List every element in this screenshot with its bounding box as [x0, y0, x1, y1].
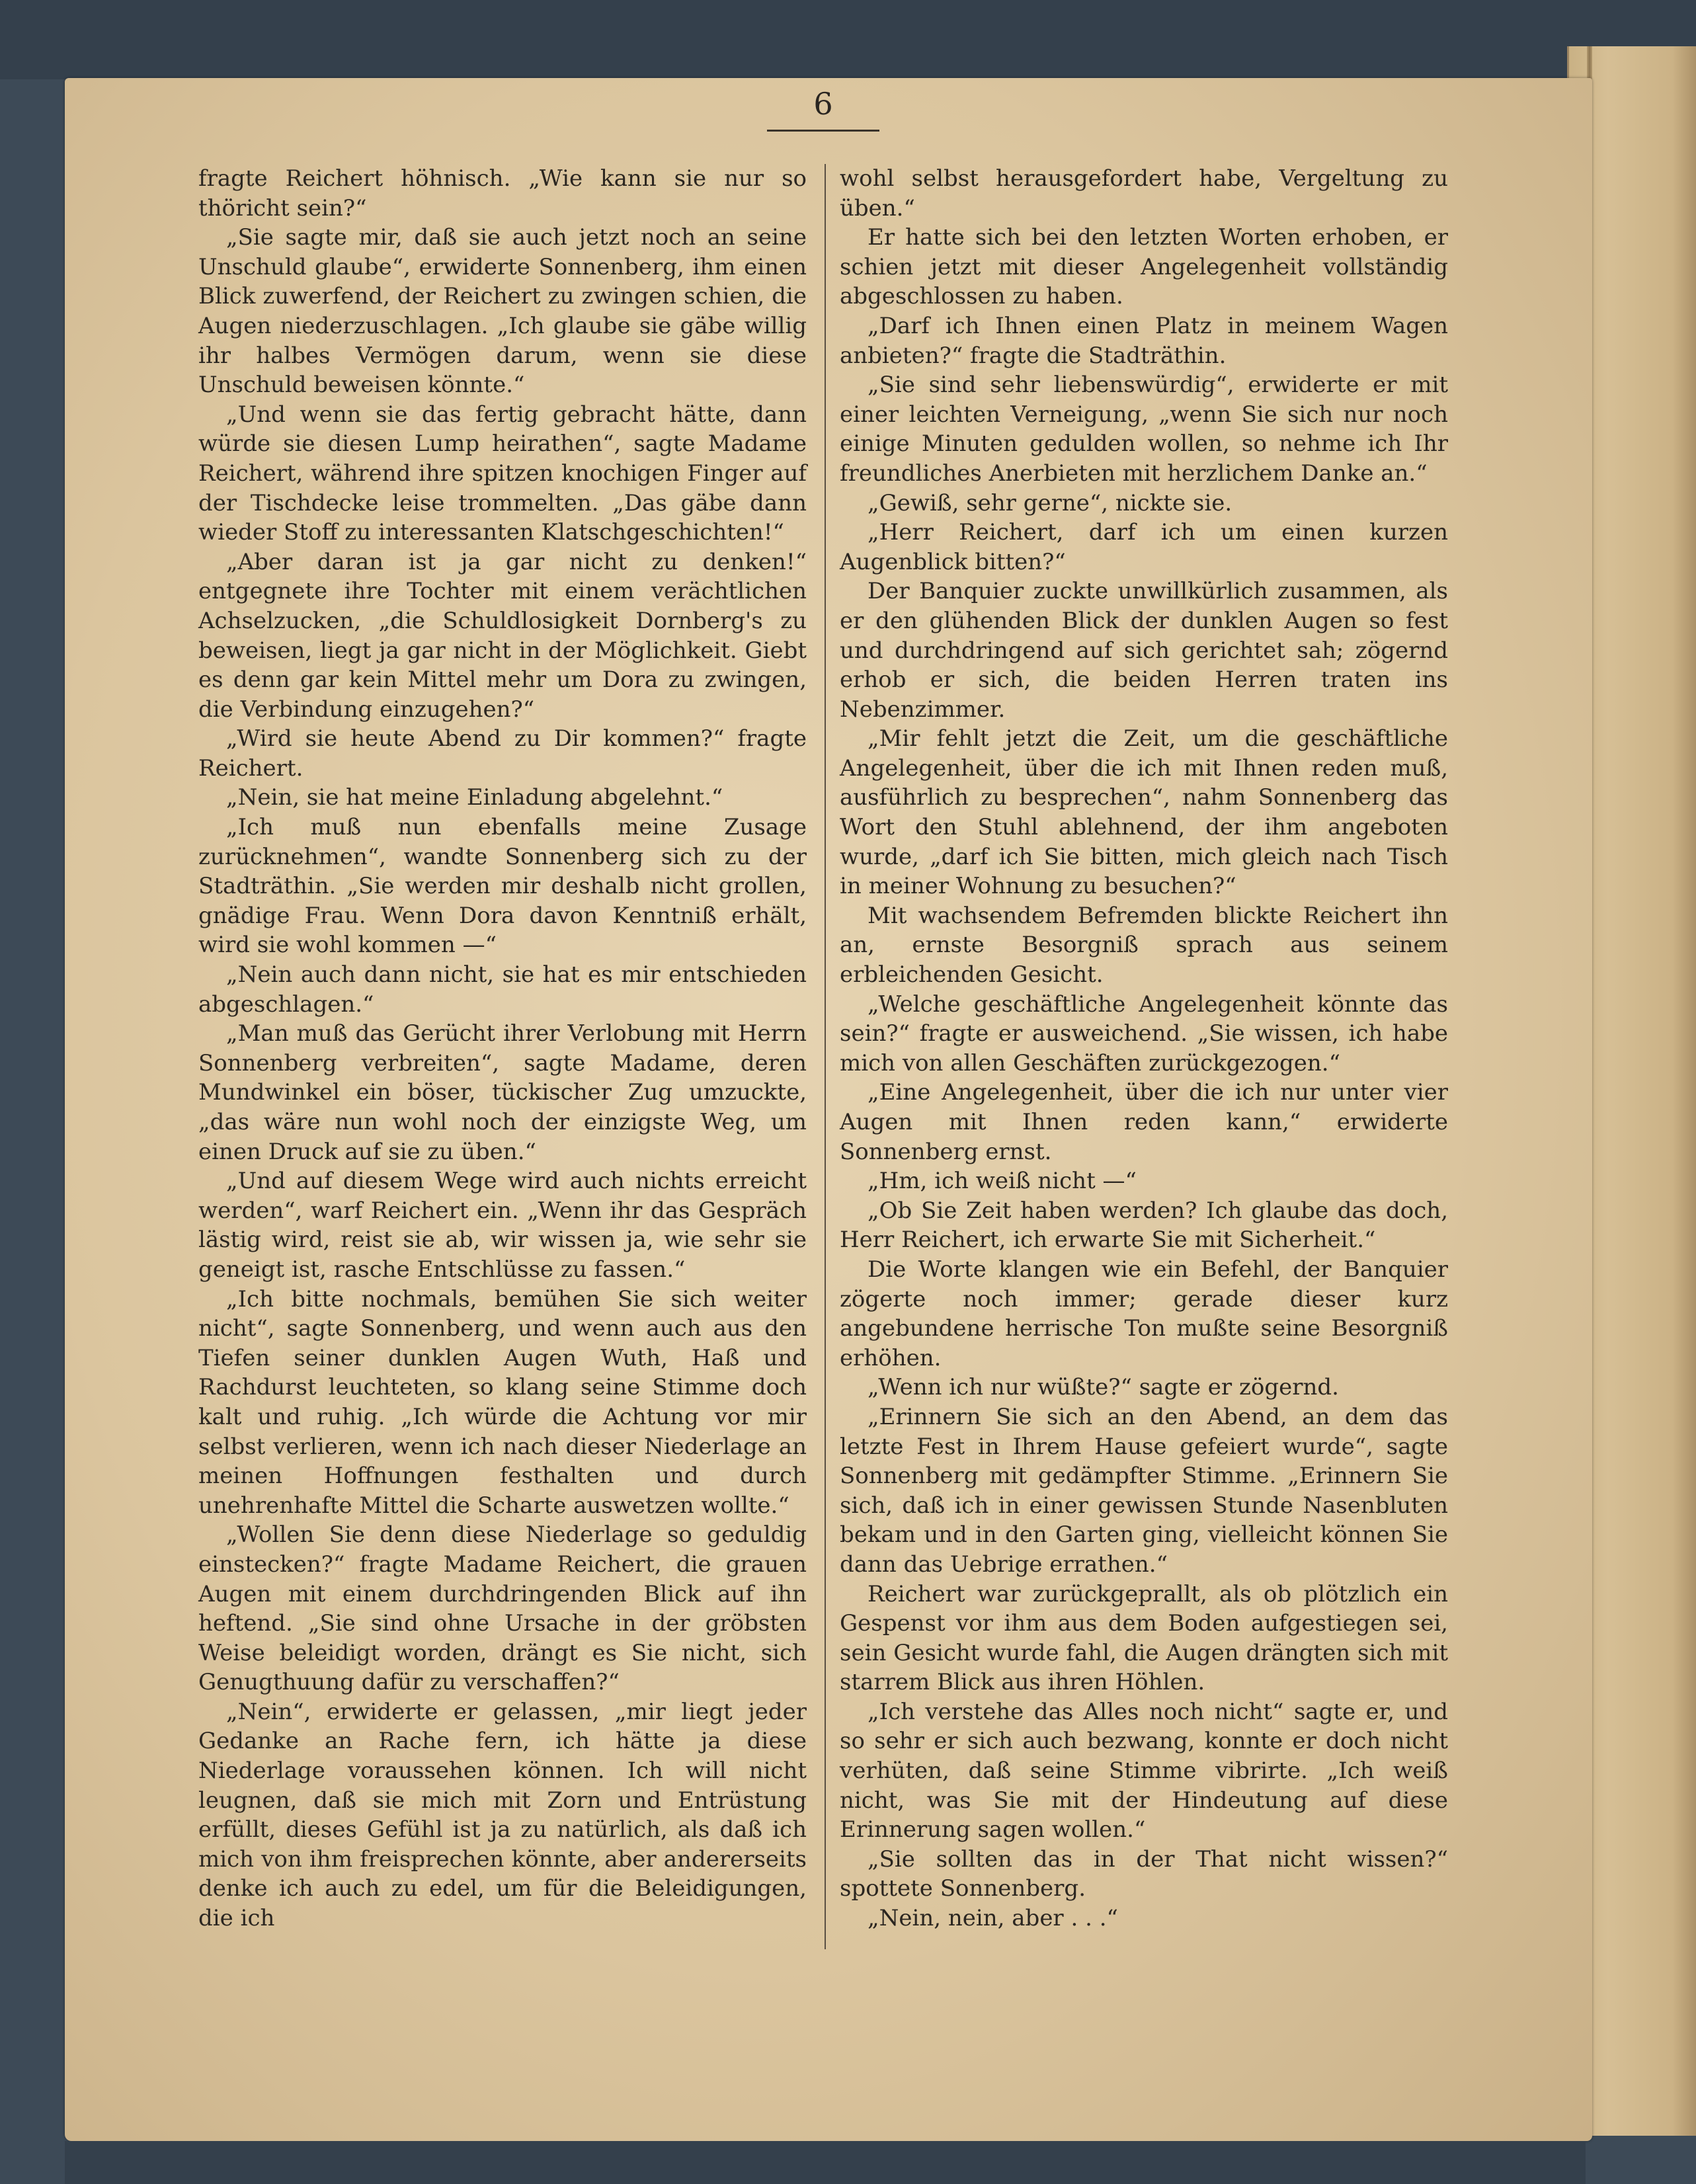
- column-divider: [825, 164, 826, 1949]
- scanner-background-bottom: [65, 2141, 1586, 2184]
- page-number-rule: [767, 130, 879, 132]
- paragraph: „Wird sie heute Abend zu Dir kommen?“ fragte Reichert.: [198, 725, 807, 782]
- paragraph: „Eine Angelegenheit, über die ich nur unter vier Augen mit Ihnen reden kann,“ erwiderte Sonnenberg ernst.: [840, 1079, 1448, 1165]
- paragraph: Mit wachsendem Befremden blickte Reichert ihn an, ernste Besorgniß sprach aus seinem erbleichenden Gesicht.: [840, 902, 1448, 989]
- paragraph: Er hatte sich bei den letzten Worten erhoben, er schien jetzt mit dieser Angelegenheit vollständig abgeschlossen zu haben.: [840, 224, 1448, 310]
- paragraph: „Herr Reichert, darf ich um einen kurzen Augenblick bitten?“: [840, 519, 1448, 575]
- paragraph: „Hm, ich weiß nicht —“: [868, 1168, 1137, 1195]
- paragraph: „Wenn ich nur wüßte?“ sagte er zögernd.: [868, 1374, 1339, 1401]
- paragraph: „Ich muß nun ebenfalls meine Zusage zurücknehmen“, wandte Sonnenberg sich zu der Stadträthin. „Sie werden mir deshalb nicht grollen, gnädige Frau. Wenn Dora davon Kenntniß erhält, wird sie wohl kommen —“: [198, 814, 807, 959]
- paragraph: „Sie sollten das in der That nicht wissen?“ spottete Sonnenberg.: [840, 1845, 1448, 1902]
- paragraph: „Mir fehlt jetzt die Zeit, um die geschäftliche Angelegenheit, über die ich mit Ihnen reden muß, ausführlich zu besprechen“, nahm Sonnenberg das Wort den Stuhl ablehnend, der ihm angeboten wurde, „darf ich Sie bitten, mich gleich nach Tisch in meiner Wohnung zu besuchen?“: [840, 725, 1448, 900]
- paragraph: fragte Reichert höhnisch. „Wie kann sie nur so thöricht sein?“: [198, 165, 807, 222]
- paragraph: „Darf ich Ihnen einen Platz in meinem Wagen anbieten?“ fragte die Stadträthin.: [840, 312, 1448, 369]
- paragraph: „Sie sagte mir, daß sie auch jetzt noch an seine Unschuld glaube“, erwiderte Sonnenberg, ihm einen Blick zuwerfend, der Reichert zu zwingen schien, die Augen niederzuschlagen. „Ich glaube sie gäbe willig ihr halbes Vermögen darum, wenn sie diese Unschuld beweisen könnte.“: [198, 224, 807, 399]
- paragraph: „Wollen Sie denn diese Niederlage so geduldig einstecken?“ fragte Madame Reichert, die grauen Augen mit einem durchdringenden Blick auf ihn heftend. „Sie sind ohne Ursache in der gröbsten Weise beleidigt worden, drängt es Sie nicht, sich Genugthuung dafür zu verschaffen?“: [198, 1521, 807, 1696]
- paragraph: „Aber daran ist ja gar nicht zu denken!“ entgegnete ihre Tochter mit einem verächtlichen Achselzucken, „die Schuldlosigkeit Dornberg's zu beweisen, liegt ja gar nicht in der Möglichkeit. Giebt es denn gar kein Mittel mehr um Dora zu zwingen, die Verbindung einzugehen?“: [198, 548, 807, 723]
- paragraph: „Ich verstehe das Alles noch nicht“ sagte er, und so sehr er sich auch bezwang, konnte er doch nicht verhüten, daß seine Stimme vibrirte. „Ich weiß nicht, was Sie mit der Hindeutung auf diese Erinnerung sagen wollen.“: [840, 1698, 1448, 1843]
- paragraph: Die Worte klangen wie ein Befehl, der Banquier zögerte noch immer; gerade dieser kurz angebundene herrische Ton mußte seine Besorgniß erhöhen.: [840, 1256, 1448, 1371]
- scanner-background: [0, 0, 1696, 79]
- paragraph: „Sie sind sehr liebenswürdig“, erwiderte er mit einer leichten Verneigung, „wenn Sie sich nur noch einige Minuten gedulden wollen, so nehme ich Ihr freundliches Anerbieten mit herzlichem Danke an.“: [840, 372, 1448, 487]
- paragraph: „Gewiß, sehr gerne“, nickte sie.: [868, 489, 1232, 516]
- paragraph: „Nein auch dann nicht, sie hat es mir entschieden abgeschlagen.“: [198, 961, 807, 1018]
- paragraph: „Ich bitte nochmals, bemühen Sie sich weiter nicht“, sagte Sonnenberg, und wenn auch aus den Tiefen seiner dunklen Augen Wuth, Haß und Rachdurst leuchteten, so klang seine Stimme doch kalt und ruhig. „Ich würde die Achtung vor mir selbst verlieren, wenn ich nach dieser Niederlage an meinen Hoffnungen festhalten und durch unehrenhafte Mittel die Scharte auswetzen wollte.“: [198, 1285, 807, 1519]
- paragraph: Reichert war zurückgeprallt, als ob plötzlich ein Gespenst vor ihm aus dem Boden aufgestiegen sei, sein Gesicht wurde fahl, die Augen drängten sich mit starrem Blick aus ihren Höhlen.: [840, 1580, 1448, 1696]
- paragraph: „Und auf diesem Wege wird auch nichts erreicht werden“, warf Reichert ein. „Wenn ihr das Gespräch lästig wird, reist sie ab, wir wissen ja, wie sehr sie geneigt ist, rasche Entschlüsse zu fassen.“: [198, 1168, 807, 1283]
- paragraph: „Ob Sie Zeit haben werden? Ich glaube das doch, Herr Reichert, ich erwarte Sie mit Sicherheit.“: [840, 1197, 1448, 1254]
- paragraph: „Erinnern Sie sich an den Abend, an dem das letzte Fest in Ihrem Hause gefeiert wurde“, sagte Sonnenberg mit gedämpfter Stimme. „Erinnern Sie sich, daß ich in einer gewissen Stunde Nasenbluten bekam und in den Garten ging, vielleicht können Sie dann das Uebrige errathen.“: [840, 1403, 1448, 1578]
- paragraph: „Nein, sie hat meine Einladung abgelehnt.“: [226, 784, 723, 811]
- paragraph: Der Banquier zuckte unwillkürlich zusammen, als er den glühenden Blick der dunklen Augen so fest und durchdringend auf sich gerichtet sah; zögernd erhob er sich, die beiden Herren traten ins Nebenzimmer.: [840, 578, 1448, 723]
- paragraph: wohl selbst herausgefordert habe, Vergeltung zu üben.“: [840, 165, 1448, 222]
- paragraph: „Nein, nein, aber . . .“: [868, 1905, 1118, 1932]
- paragraph: „Nein“, erwiderte er gelassen, „mir liegt jeder Gedanke an Rache fern, ich hätte ja diese Niederlage voraussehen können. Ich will nicht leugnen, daß sie mich mit Zorn und Entrüstung erfüllt, dieses Gefühl ist ja zu natürlich, als daß ich mich von ihm freisprechen könnte, aber andererseits denke ich auch zu edel, um für die Beleidigungen, die ich: [198, 1698, 807, 1932]
- text-column-left: [198, 164, 807, 1933]
- paragraph: „Welche geschäftliche Angelegenheit könnte das sein?“ fragte er ausweichend. „Sie wissen, ich habe mich von allen Geschäften zurückgezogen.“: [840, 991, 1448, 1076]
- text-column-right: [840, 164, 1448, 1933]
- paragraph: „Man muß das Gerücht ihrer Verlobung mit Herrn Sonnenberg verbreiten“, sagte Madame, deren Mundwinkel ein böser, tückischer Zug umzuckte, „das wäre nun wohl noch der einzigste Weg, um einen Druck auf sie zu üben.“: [198, 1020, 807, 1165]
- page-number: 6: [813, 86, 833, 122]
- paragraph: „Und wenn sie das fertig gebracht hätte, dann würde sie diesen Lump heirathen“, sagte Madame Reichert, während ihre spitzen knochigen Finger auf der Tischdecke leise trommelten. „Das gäbe dann wieder Stoff zu interessanten Klatschgeschichten!“: [198, 401, 807, 546]
